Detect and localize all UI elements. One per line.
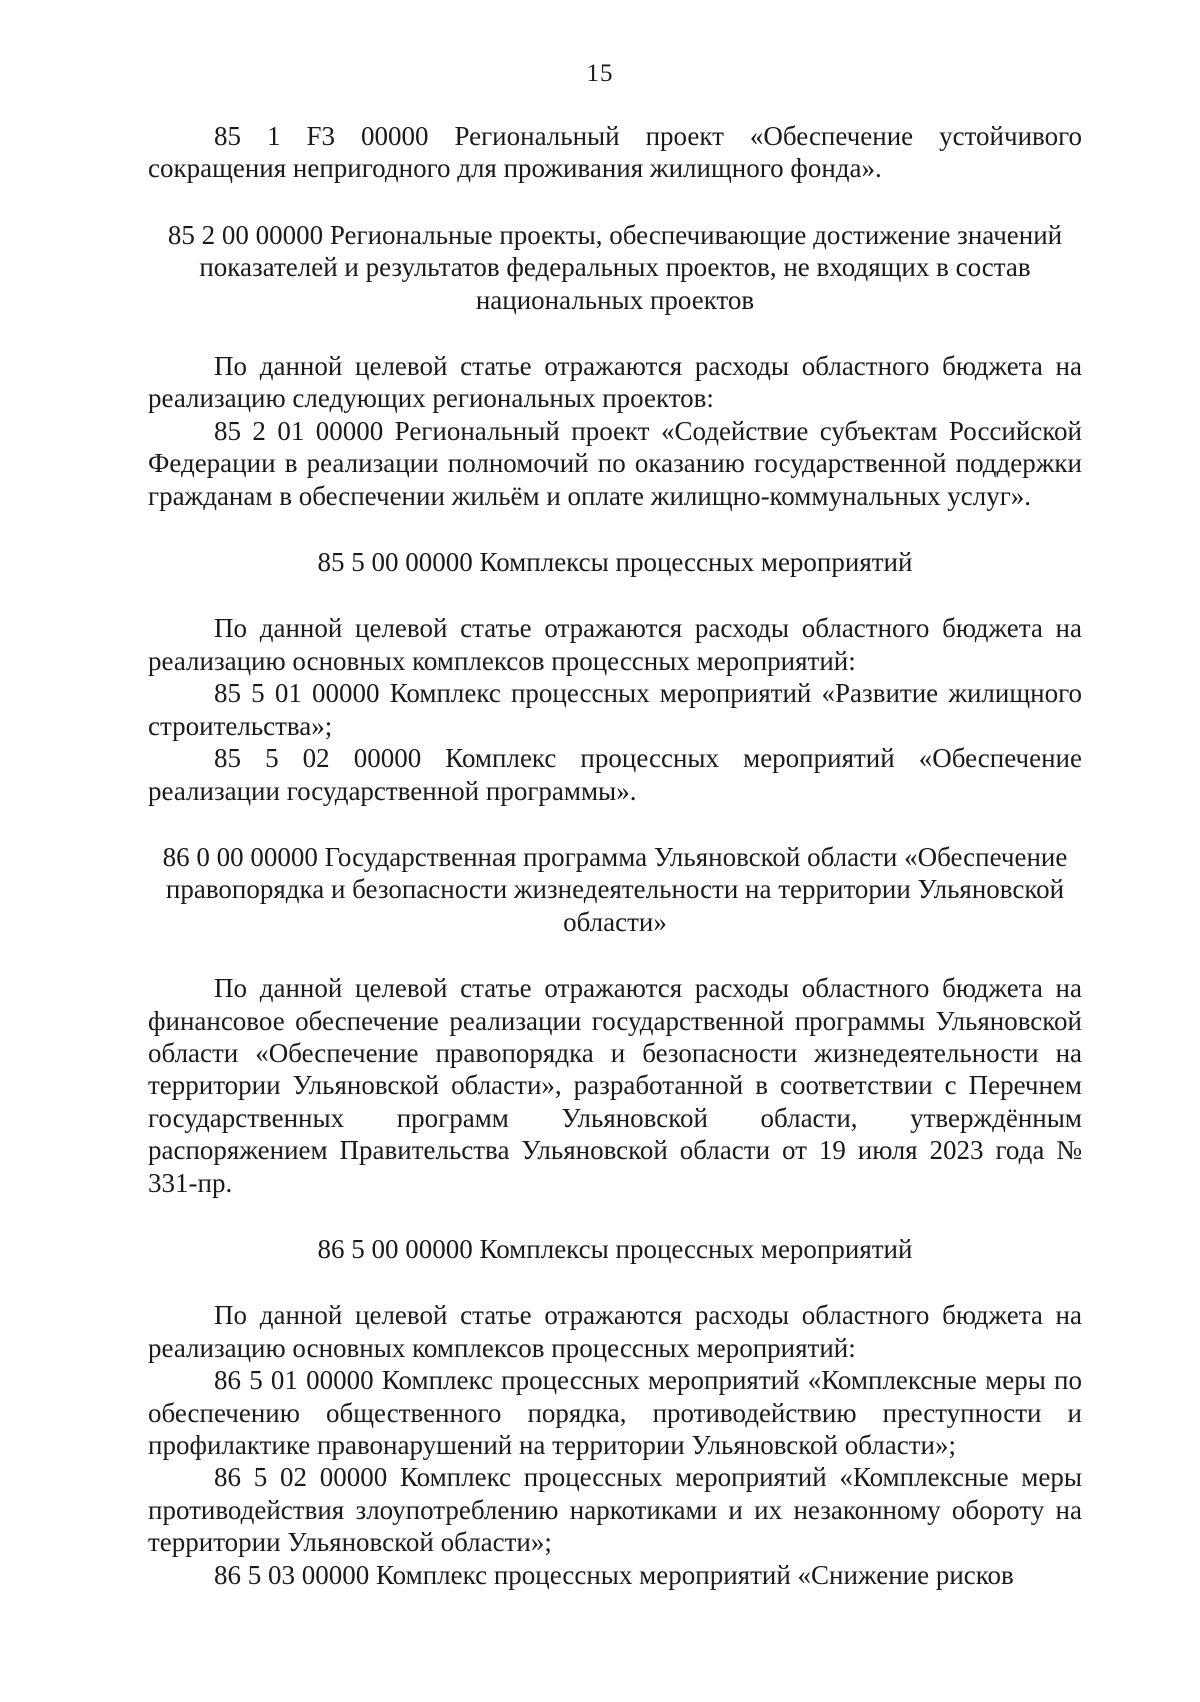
section-heading-85-5: 85 5 00 00000 Комплексы процессных мероприятий [317, 547, 913, 578]
section-heading-86-0: 86 0 00 00000 Государственная программа Ульяновской области «Обеспечение правопорядка и безопасности жизнедеятельности на территории Ульяновской области» [162, 841, 1068, 937]
paragraph-85-5-01: 85 5 01 00000 Комплекс процессных мероприятий «Развитие жилищного строительства»; [148, 678, 1082, 741]
paragraph-85-5-intro: По данной целевой статье отражаются расходы областного бюджета на реализацию основных комплексов процессных мероприятий: [148, 613, 1082, 676]
paragraph-86-5-01: 86 5 01 00000 Комплекс процессных мероприятий «Комплексные меры по обеспечению общественного порядка, противодействию преступности и профилактике правонарушений на территории Ульяновской области»; [148, 1365, 1082, 1460]
paragraph-regional-project-f3: 85 1 F3 00000 Региональный проект «Обеспечение устойчивого сокращения непригодного для проживания жилищного фонда». [148, 121, 1082, 184]
paragraph-86-5-03: 86 5 03 00000 Комплекс процессных мероприятий «Снижение рисков [214, 1559, 1014, 1590]
paragraph-85-2-01: 85 2 01 00000 Региональный проект «Содействие субъектам Российской Федерации в реализации полномочий по оказанию государственной поддержки гражданам в обеспечении жильём и оплате жилищно-коммунальных услуг». [148, 415, 1082, 511]
section-heading-86-5: 86 5 00 00000 Комплексы процессных мероприятий [317, 1233, 913, 1264]
paragraph-86-5-02: 86 5 02 00000 Комплекс процессных мероприятий «Комплексные меры противодействия злоупотреблению наркотиками и их незаконному обороту на территории Ульяновской области»; [148, 1462, 1082, 1558]
paragraph-85-5-02: 85 5 02 00000 Комплекс процессных мероприятий «Обеспечение реализации государственной программы». [148, 743, 1082, 806]
paragraph-85-2-intro: По данной целевой статье отражаются расходы областного бюджета на реализацию следующих региональных проектов: [148, 351, 1082, 414]
paragraph-86-0-intro: По данной целевой статье отражаются расходы областного бюджета на финансовое обеспечение реализации государственной программы Ульяновской области «Обеспечение правопорядка и безопасности жизнедеятельности на территории Ульяновской области», разработанной в соответствии с Перечнем государственных программ Ульяновской области, утверждённым распоряжением Правительства Ульяновской области от 19 июля 2023 года № 331-пр. [148, 973, 1082, 1198]
document-body [148, 120, 1082, 1591]
page-number: 15 [586, 60, 614, 87]
section-heading-85-2: 85 2 00 00000 Региональные проекты, обеспечивающие достижение значений показателей и результатов федеральных проектов, не входящих в состав национальных проектов [167, 219, 1063, 315]
paragraph-86-5-intro: По данной целевой статье отражаются расходы областного бюджета на реализацию основных комплексов процессных мероприятий: [148, 1300, 1082, 1363]
